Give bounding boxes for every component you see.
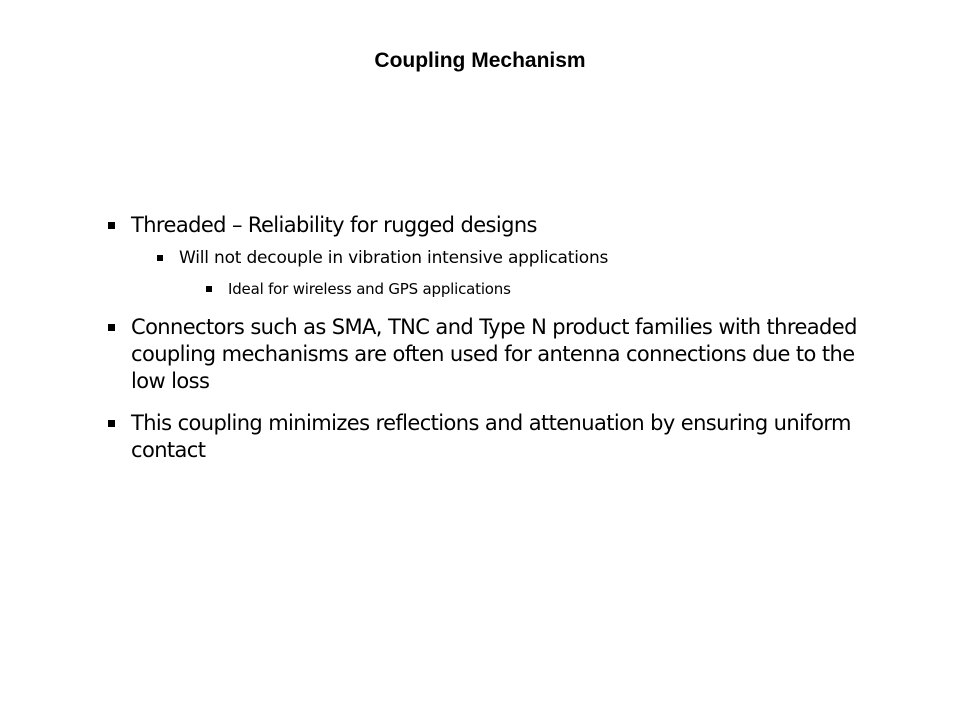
square-bullet-icon — [108, 222, 115, 229]
bullet-item-threaded — [106, 212, 886, 239]
sub-sub-bullet-text: Ideal for wireless and GPS applications — [228, 280, 511, 298]
sub-bullet-text: Will not decouple in vibration intensive applications — [179, 248, 609, 268]
slide-title: Coupling Mechanism — [374, 49, 586, 72]
square-bullet-icon — [206, 286, 212, 292]
bullet-text: This coupling minimizes reflections and attenuation by ensuring uniform contact — [131, 411, 851, 462]
square-bullet-icon — [108, 420, 115, 427]
bullet-item-connectors — [106, 314, 886, 395]
bullet-text: Threaded – Reliability for rugged designs — [131, 213, 537, 237]
square-bullet-icon — [108, 324, 115, 331]
bullet-text: Connectors such as SMA, TNC and Type N product families with threaded coupling mechanisms are often used for antenna connections due to the low loss — [131, 315, 857, 393]
bullet-list — [106, 212, 886, 464]
square-bullet-icon — [157, 255, 163, 261]
sub-sub-bullet-item-wireless — [203, 279, 886, 299]
bullet-item-coupling — [106, 410, 886, 464]
sub-bullet-item-vibration — [154, 247, 886, 269]
